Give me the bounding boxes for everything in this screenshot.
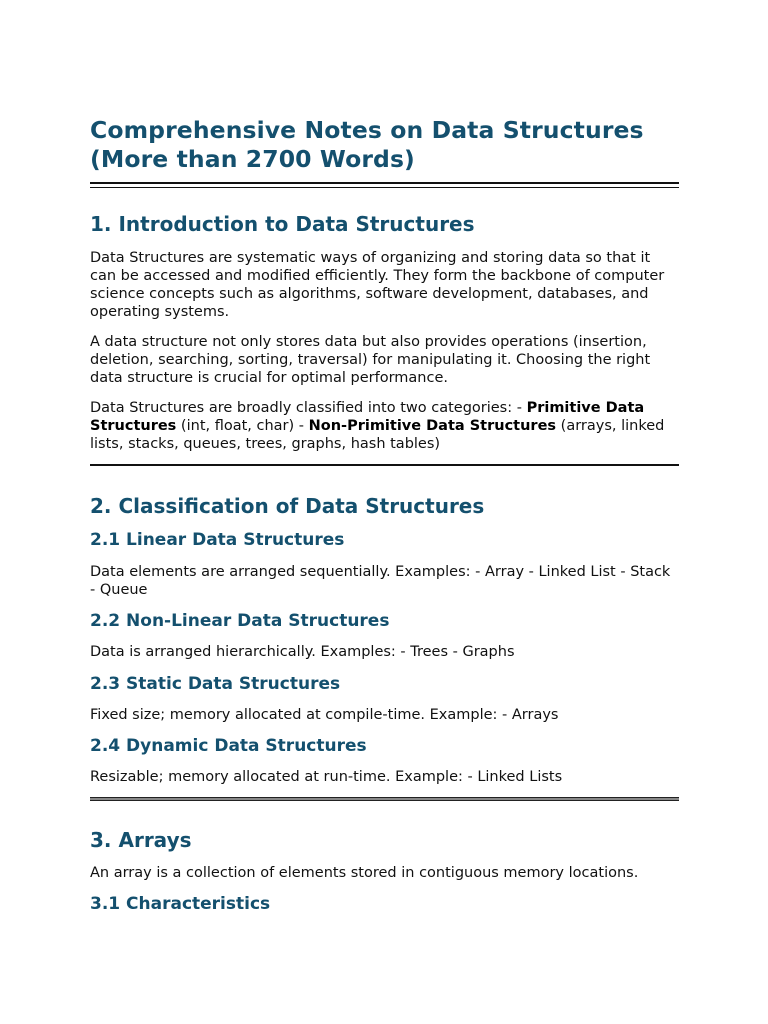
intro-p3-part-a: Data Structures are broadly classified into two categories: -: [90, 400, 527, 416]
intro-paragraph-3-wrap: [90, 399, 679, 453]
static-text-wrap: [90, 706, 679, 724]
subsection-static: [90, 674, 679, 695]
section-2-divider: [90, 797, 679, 801]
section-arrays: [90, 828, 679, 852]
section-1-divider: [90, 464, 679, 466]
intro-p3-part-e: (arrays, linked lists, stacks, queues, trees, graphs, hash tables): [90, 418, 665, 452]
section-heading-arrays: 3. Arrays: [90, 828, 192, 852]
subsection-heading-nonlinear: 2.2 Non-Linear Data Structures: [90, 611, 390, 631]
section-heading-introduction: 1. Introduction to Data Structures: [90, 212, 475, 236]
static-text: Fixed size; memory allocated at compile-time. Example: - Arrays: [90, 707, 559, 723]
subsection-dynamic: [90, 736, 679, 757]
intro-paragraph-3: [90, 399, 679, 453]
section-heading-classification: 2. Classification of Data Structures: [90, 494, 485, 518]
linear-text: Data elements are arranged sequentially. Examples: - Array - Linked List - Stack - Queue: [90, 564, 671, 598]
intro-paragraph-1-wrap: [90, 249, 679, 321]
nonlinear-text-wrap: [90, 643, 679, 661]
document-content: [90, 116, 679, 914]
subsection-heading-linear: 2.1 Linear Data Structures: [90, 530, 345, 550]
intro-paragraph-2-wrap: [90, 333, 679, 387]
title-divider: [90, 182, 679, 188]
subsection-nonlinear: [90, 611, 679, 632]
intro-paragraph-1: Data Structures are systematic ways of organizing and storing data so that it can be accessed and modified efficiently. They form the backbone of computer science concepts such as algorithms, software development, databases, and operating systems.: [90, 250, 665, 320]
arrays-text-wrap: [90, 864, 679, 882]
subsection-heading-dynamic: 2.4 Dynamic Data Structures: [90, 736, 367, 756]
intro-p3-part-c: (int, float, char) -: [176, 418, 309, 434]
arrays-text: An array is a collection of elements stored in contiguous memory locations.: [90, 865, 639, 881]
linear-text-wrap: [90, 563, 679, 599]
non-primitive-term: Non-Primitive Data Structures: [308, 418, 557, 434]
subsection-characteristics: [90, 894, 679, 915]
section-classification: [90, 494, 679, 518]
dynamic-text-wrap: [90, 768, 679, 786]
intro-paragraph-2: A data structure not only stores data but also provides operations (insertion, deletion, searching, sorting, traversal) for manipulating it. Choosing the right data structure is crucial for optimal performance.: [90, 334, 651, 386]
page-title: Comprehensive Notes on Data Structures (More than 2700 Words): [90, 116, 644, 173]
section-introduction: [90, 212, 679, 236]
subsection-heading-characteristics: 3.1 Characteristics: [90, 894, 271, 914]
subsection-heading-static: 2.3 Static Data Structures: [90, 674, 341, 694]
subsection-linear: [90, 530, 679, 551]
dynamic-text: Resizable; memory allocated at run-time. Example: - Linked Lists: [90, 769, 563, 785]
primitive-term: Primitive Data Structures: [90, 400, 645, 434]
nonlinear-text: Data is arranged hierarchically. Examples: - Trees - Graphs: [90, 644, 515, 660]
